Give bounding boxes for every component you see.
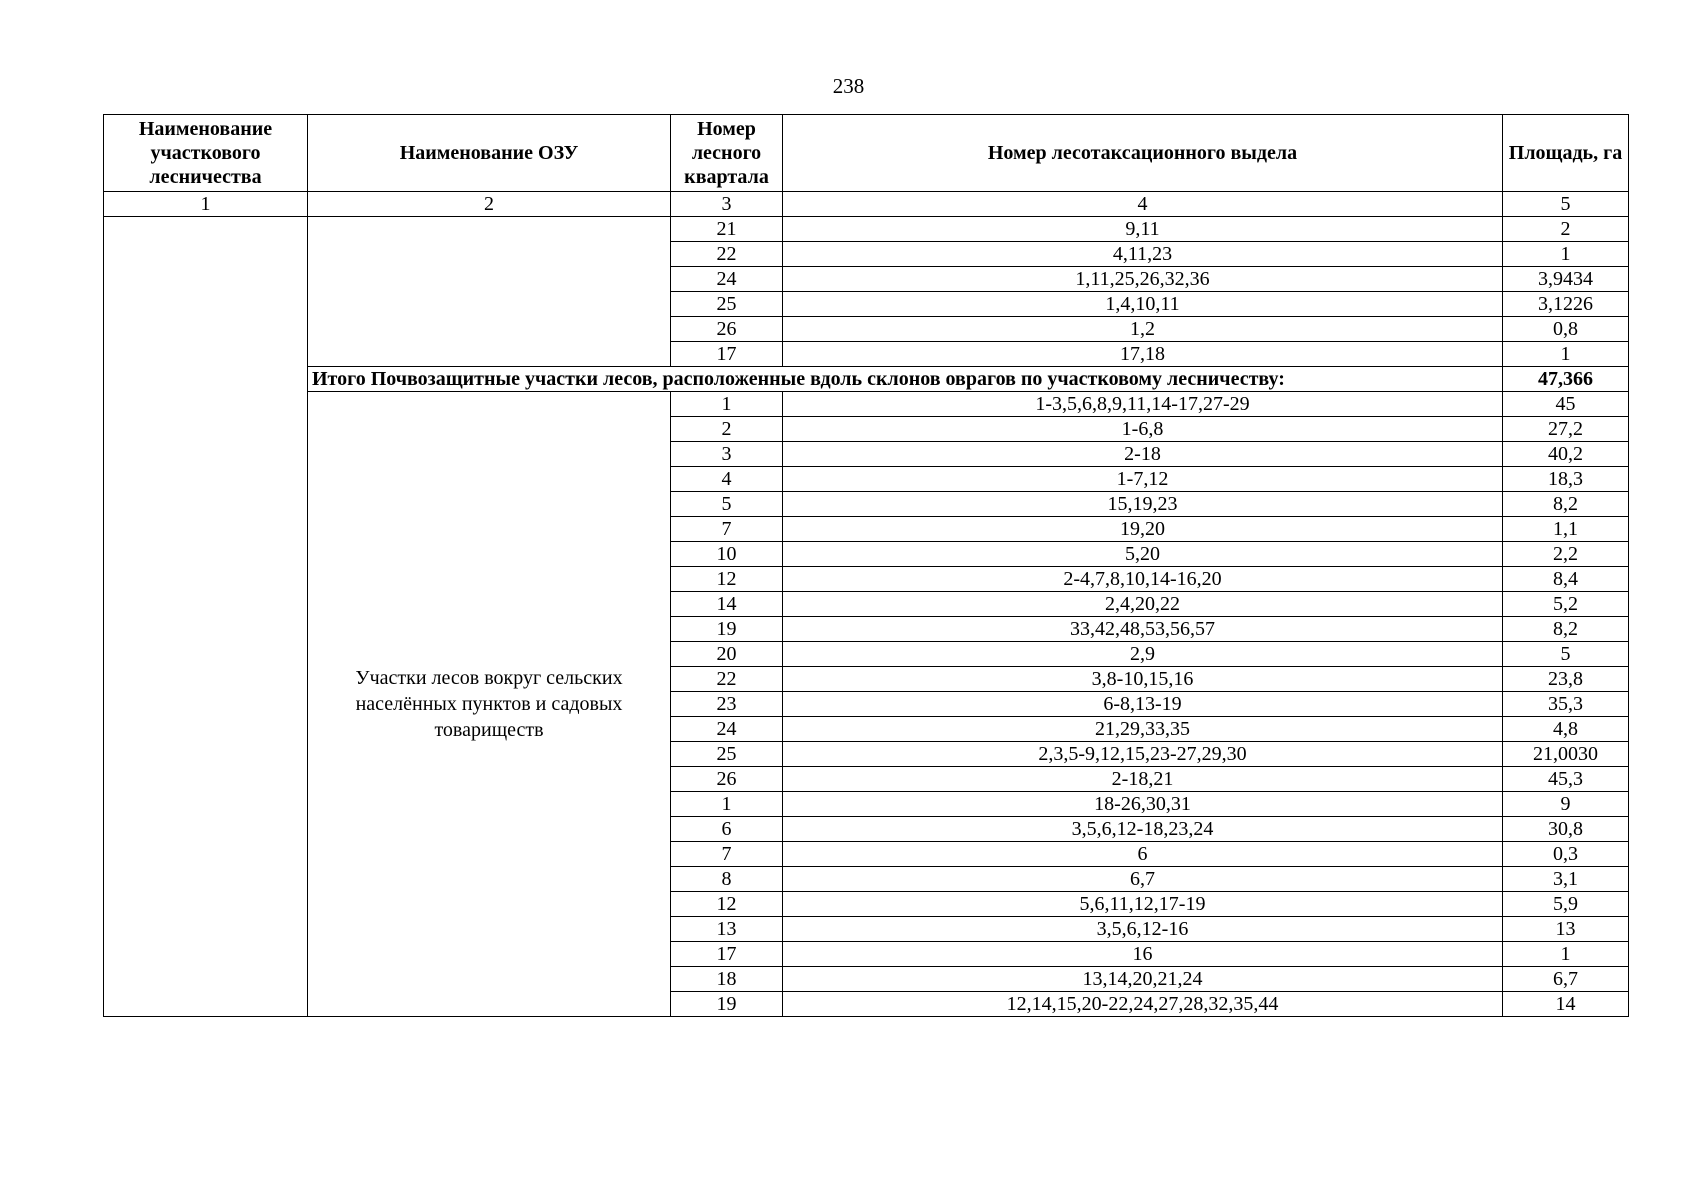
quarter-cell: 3 <box>671 442 783 467</box>
plots-cell: 5,20 <box>783 542 1503 567</box>
plots-cell: 3,5,6,12-16 <box>783 917 1503 942</box>
quarter-cell: 12 <box>671 567 783 592</box>
area-cell: 2,2 <box>1503 542 1629 567</box>
quarter-cell: 19 <box>671 992 783 1017</box>
plots-cell: 18-26,30,31 <box>783 792 1503 817</box>
area-cell: 3,1 <box>1503 867 1629 892</box>
quarter-cell: 17 <box>671 342 783 367</box>
quarter-cell: 18 <box>671 967 783 992</box>
column-number-row <box>104 192 1629 217</box>
header-ozu: Наименование ОЗУ <box>308 115 671 192</box>
quarter-cell: 1 <box>671 392 783 417</box>
quarter-cell: 2 <box>671 417 783 442</box>
table-row <box>104 217 1629 242</box>
column-number: 4 <box>783 192 1503 217</box>
area-cell: 8,2 <box>1503 492 1629 517</box>
plots-cell: 2-18 <box>783 442 1503 467</box>
area-cell: 27,2 <box>1503 417 1629 442</box>
plots-cell: 1,2 <box>783 317 1503 342</box>
column-number: 3 <box>671 192 783 217</box>
plots-cell: 1,11,25,26,32,36 <box>783 267 1503 292</box>
area-cell: 45,3 <box>1503 767 1629 792</box>
quarter-cell: 26 <box>671 317 783 342</box>
quarter-cell: 20 <box>671 642 783 667</box>
area-cell: 8,4 <box>1503 567 1629 592</box>
column-number: 1 <box>104 192 308 217</box>
table-body <box>104 192 1629 1017</box>
header-district: Наименование участкового лесничества <box>104 115 308 192</box>
quarter-cell: 26 <box>671 767 783 792</box>
plots-cell: 19,20 <box>783 517 1503 542</box>
quarter-cell: 1 <box>671 792 783 817</box>
total-label: Итого Почвозащитные участки лесов, расположенные вдоль склонов оврагов по участковому лесничеству: <box>308 367 1503 392</box>
plots-cell: 2,9 <box>783 642 1503 667</box>
plots-cell: 5,6,11,12,17-19 <box>783 892 1503 917</box>
total-value: 47,366 <box>1503 367 1629 392</box>
quarter-cell: 12 <box>671 892 783 917</box>
area-cell: 23,8 <box>1503 667 1629 692</box>
area-cell: 8,2 <box>1503 617 1629 642</box>
area-cell: 1 <box>1503 942 1629 967</box>
plots-cell: 6,7 <box>783 867 1503 892</box>
plots-cell: 1-6,8 <box>783 417 1503 442</box>
quarter-cell: 10 <box>671 542 783 567</box>
area-cell: 5 <box>1503 642 1629 667</box>
quarter-cell: 4 <box>671 467 783 492</box>
plots-cell: 3,8-10,15,16 <box>783 667 1503 692</box>
area-cell: 1,1 <box>1503 517 1629 542</box>
area-cell: 6,7 <box>1503 967 1629 992</box>
table-row <box>104 392 1629 417</box>
ozu-name-cell: Участки лесов вокруг сельских населённых пунктов и садовых товариществ <box>308 392 671 1017</box>
plots-cell: 4,11,23 <box>783 242 1503 267</box>
district-name-cell <box>104 217 308 1017</box>
quarter-cell: 22 <box>671 667 783 692</box>
plots-cell: 6 <box>783 842 1503 867</box>
quarter-cell: 17 <box>671 942 783 967</box>
quarter-cell: 22 <box>671 242 783 267</box>
plots-cell: 3,5,6,12-18,23,24 <box>783 817 1503 842</box>
plots-cell: 13,14,20,21,24 <box>783 967 1503 992</box>
area-cell: 45 <box>1503 392 1629 417</box>
plots-cell: 2-18,21 <box>783 767 1503 792</box>
area-cell: 13 <box>1503 917 1629 942</box>
plots-cell: 9,11 <box>783 217 1503 242</box>
area-cell: 0,8 <box>1503 317 1629 342</box>
quarter-cell: 19 <box>671 617 783 642</box>
quarter-cell: 25 <box>671 292 783 317</box>
area-cell: 1 <box>1503 242 1629 267</box>
quarter-cell: 8 <box>671 867 783 892</box>
area-cell: 18,3 <box>1503 467 1629 492</box>
area-cell: 30,8 <box>1503 817 1629 842</box>
total-row <box>104 367 1629 392</box>
plots-cell: 12,14,15,20-22,24,27,28,32,35,44 <box>783 992 1503 1017</box>
plots-cell: 33,42,48,53,56,57 <box>783 617 1503 642</box>
plots-cell: 17,18 <box>783 342 1503 367</box>
area-cell: 5,2 <box>1503 592 1629 617</box>
area-cell: 2 <box>1503 217 1629 242</box>
header-plot-number: Номер лесотаксационного выдела <box>783 115 1503 192</box>
area-cell: 4,8 <box>1503 717 1629 742</box>
quarter-cell: 24 <box>671 267 783 292</box>
quarter-cell: 23 <box>671 692 783 717</box>
area-cell: 5,9 <box>1503 892 1629 917</box>
area-cell: 9 <box>1503 792 1629 817</box>
ozu-name-cell <box>308 217 671 367</box>
quarter-cell: 24 <box>671 717 783 742</box>
area-cell: 1 <box>1503 342 1629 367</box>
plots-cell: 2-4,7,8,10,14-16,20 <box>783 567 1503 592</box>
column-number: 5 <box>1503 192 1629 217</box>
area-cell: 3,1226 <box>1503 292 1629 317</box>
area-cell: 14 <box>1503 992 1629 1017</box>
plots-cell: 15,19,23 <box>783 492 1503 517</box>
area-cell: 35,3 <box>1503 692 1629 717</box>
area-cell: 40,2 <box>1503 442 1629 467</box>
plots-cell: 1-7,12 <box>783 467 1503 492</box>
plots-cell: 1,4,10,11 <box>783 292 1503 317</box>
plots-cell: 1-3,5,6,8,9,11,14-17,27-29 <box>783 392 1503 417</box>
area-cell: 0,3 <box>1503 842 1629 867</box>
column-number: 2 <box>308 192 671 217</box>
plots-cell: 16 <box>783 942 1503 967</box>
table-header-row <box>104 115 1629 192</box>
quarter-cell: 25 <box>671 742 783 767</box>
quarter-cell: 14 <box>671 592 783 617</box>
plots-cell: 6-8,13-19 <box>783 692 1503 717</box>
forest-plots-table <box>103 114 1629 1017</box>
quarter-cell: 21 <box>671 217 783 242</box>
plots-cell: 2,3,5-9,12,15,23-27,29,30 <box>783 742 1503 767</box>
header-area: Площадь, га <box>1503 115 1629 192</box>
quarter-cell: 5 <box>671 492 783 517</box>
quarter-cell: 7 <box>671 842 783 867</box>
area-cell: 21,0030 <box>1503 742 1629 767</box>
plots-cell: 2,4,20,22 <box>783 592 1503 617</box>
quarter-cell: 13 <box>671 917 783 942</box>
header-quarter: Номер лесного квартала <box>671 115 783 192</box>
plots-cell: 21,29,33,35 <box>783 717 1503 742</box>
quarter-cell: 6 <box>671 817 783 842</box>
quarter-cell: 7 <box>671 517 783 542</box>
page-number: 238 <box>832 74 865 98</box>
area-cell: 3,9434 <box>1503 267 1629 292</box>
